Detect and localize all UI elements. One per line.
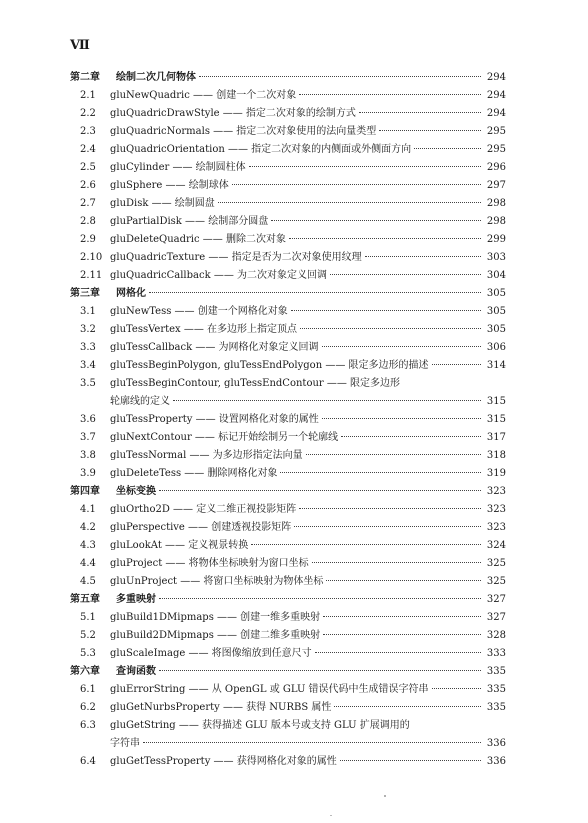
dot-leader — [432, 363, 481, 365]
entry-number: 6.3 — [80, 720, 96, 731]
entry-title: gluNextContour —— 标记开始绘制另一个轮廓线 — [110, 432, 339, 443]
entry-title: gluCylinder —— 绘制圆柱体 — [110, 162, 246, 173]
page-number: Ⅶ — [70, 38, 89, 53]
entry-page: 323 — [486, 486, 506, 497]
entry-number: 第五章 — [70, 594, 100, 605]
toc-entry-row — [70, 537, 506, 555]
entry-title: gluGetTessProperty —— 获得网格化对象的属性 — [110, 756, 337, 767]
toc-chapter-row — [70, 663, 506, 681]
entry-page: 335 — [486, 666, 506, 677]
dot-leader — [323, 633, 481, 635]
scan-speck — [384, 795, 386, 797]
dot-leader — [340, 759, 481, 761]
entry-title: gluNewQuadric —— 创建一个二次对象 — [110, 90, 297, 101]
entry-number: 6.2 — [80, 702, 96, 713]
entry-page: 314 — [486, 360, 506, 371]
dot-leader — [379, 129, 481, 131]
entry-page: 305 — [486, 288, 506, 299]
entry-page: 336 — [486, 756, 506, 767]
entry-title: gluSphere —— 绘制球体 — [110, 180, 229, 191]
toc-chapter-row — [70, 285, 506, 303]
toc-entry-row — [70, 375, 506, 393]
entry-title: gluDeleteTess —— 删除网格化对象 — [110, 468, 278, 479]
scan-speck — [330, 815, 332, 816]
toc-entry-row — [70, 447, 506, 465]
entry-page: 295 — [486, 126, 506, 137]
entry-number: 2.1 — [80, 90, 96, 101]
dot-leader — [414, 147, 481, 149]
entry-number: 5.1 — [80, 612, 96, 623]
dot-leader — [322, 417, 481, 419]
entry-page: 306 — [486, 342, 506, 353]
toc-entry-row — [70, 249, 506, 267]
entry-page: 325 — [486, 576, 506, 587]
toc-chapter-row — [70, 69, 506, 87]
entry-page: 296 — [486, 162, 506, 173]
entry-number: 3.2 — [80, 324, 96, 335]
entry-title: gluTessCallback —— 为网格化对象定义回调 — [110, 342, 319, 353]
toc-entry-row — [70, 105, 506, 123]
dot-leader — [299, 507, 481, 509]
toc-entry-row — [70, 465, 506, 483]
entry-number: 3.4 — [80, 360, 96, 371]
dot-leader — [271, 219, 481, 221]
entry-page: 294 — [486, 108, 506, 119]
entry-number: 第四章 — [70, 486, 100, 497]
entry-page: 297 — [486, 180, 506, 191]
entry-number: 3.7 — [80, 432, 96, 443]
toc-entry-row — [70, 519, 506, 537]
entry-title: 绘制二次几何物体 — [116, 72, 196, 83]
entry-title: gluGetString —— 获得描述 GLU 版本号或支持 GLU 扩展调用的 — [110, 720, 410, 731]
dot-leader — [315, 651, 481, 653]
toc-entry-row — [70, 87, 506, 105]
entry-page: 327 — [486, 594, 506, 605]
entry-number: 第六章 — [70, 666, 100, 677]
dot-leader — [159, 489, 481, 491]
dot-leader — [280, 471, 481, 473]
dot-leader — [173, 399, 481, 401]
entry-title: gluTessVertex —— 在多边形上指定顶点 — [110, 324, 298, 335]
entry-number: 2.2 — [80, 108, 96, 119]
dot-leader — [334, 705, 481, 707]
entry-title: 坐标变换 — [116, 486, 156, 497]
entry-number: 4.5 — [80, 576, 96, 587]
entry-page: 325 — [486, 558, 506, 569]
entry-page: 319 — [486, 468, 506, 479]
entry-number: 2.7 — [80, 198, 96, 209]
entry-title: gluTessBeginContour, gluTessEndContour —— 限定多边形 — [110, 378, 401, 389]
entry-number: 2.6 — [80, 180, 96, 191]
entry-page: 305 — [486, 306, 506, 317]
dot-leader — [291, 309, 481, 311]
toc-entry-row — [70, 357, 506, 375]
entry-title: gluQuadricNormals —— 指定二次对象使用的法向量类型 — [110, 126, 377, 137]
entry-number: 5.3 — [80, 648, 96, 659]
entry-title: gluBuild1DMipmaps —— 创建一维多重映射 — [110, 612, 321, 623]
toc-entry-row — [70, 429, 506, 447]
toc-entry-row — [70, 627, 506, 645]
dot-leader — [403, 382, 503, 383]
entry-page: 318 — [486, 450, 506, 461]
entry-number: 2.10 — [80, 252, 103, 263]
toc-entry-row — [70, 681, 506, 699]
entry-page: 304 — [486, 270, 506, 281]
dot-leader — [159, 597, 481, 599]
entry-title: gluTessNormal —— 为多边形指定法向量 — [110, 450, 303, 461]
entry-number: 第三章 — [70, 288, 100, 299]
entry-number: 2.11 — [80, 270, 103, 281]
entry-number: 4.2 — [80, 522, 96, 533]
dot-leader — [218, 201, 481, 203]
table-of-contents — [70, 69, 506, 771]
entry-title: 查询函数 — [116, 666, 156, 677]
entry-number: 3.5 — [80, 378, 96, 389]
toc-entry-row — [70, 717, 506, 735]
entry-page: 315 — [486, 414, 506, 425]
toc-entry-row — [70, 753, 506, 771]
toc-entry-row — [70, 573, 506, 591]
entry-page: 299 — [486, 234, 506, 245]
dot-leader — [413, 724, 503, 725]
toc-entry-row — [70, 645, 506, 663]
toc-entry-row — [70, 555, 506, 573]
dot-leader — [312, 561, 481, 563]
toc-entry-row — [70, 609, 506, 627]
toc-entry-row — [70, 213, 506, 231]
dot-leader — [199, 75, 481, 77]
entry-number: 5.2 — [80, 630, 96, 641]
entry-title: gluQuadricCallback —— 为二次对象定义回调 — [110, 270, 328, 281]
entry-title: gluTessBeginPolygon, gluTessEndPolygon —— 限定多边形的描述 — [110, 360, 429, 371]
toc-entry-row — [70, 123, 506, 141]
entry-title: 多重映射 — [116, 594, 156, 605]
toc-chapter-row — [70, 591, 506, 609]
entry-page: 328 — [486, 630, 506, 641]
entry-page: 335 — [486, 702, 506, 713]
toc-entry-row — [70, 393, 506, 411]
entry-number: 2.5 — [80, 162, 96, 173]
dot-leader — [149, 291, 481, 293]
dot-leader — [326, 579, 481, 581]
entry-title: gluGetNurbsProperty —— 获得 NURBS 属性 — [110, 702, 332, 713]
toc-entry-row — [70, 339, 506, 357]
entry-page: 298 — [486, 216, 506, 227]
entry-title: gluLookAt —— 定义视景转换 — [110, 540, 249, 551]
toc-entry-row — [70, 699, 506, 717]
entry-number: 3.8 — [80, 450, 96, 461]
entry-page: 323 — [486, 504, 506, 515]
toc-entry-row — [70, 267, 506, 285]
entry-page: 335 — [486, 684, 506, 695]
entry-title: gluScaleImage —— 将图像缩放到任意尺寸 — [110, 648, 312, 659]
toc-entry-row — [70, 177, 506, 195]
entry-number: 4.1 — [80, 504, 96, 515]
dot-leader — [159, 669, 481, 671]
entry-number: 4.3 — [80, 540, 96, 551]
entry-title: gluBuild2DMipmaps —— 创建二维多重映射 — [110, 630, 321, 641]
entry-title: gluDeleteQuadric —— 删除二次对象 — [110, 234, 286, 245]
toc-entry-row — [70, 321, 506, 339]
entry-page: 298 — [486, 198, 506, 209]
entry-title: gluOrtho2D —— 定义二维正视投影矩阵 — [110, 504, 297, 515]
dot-leader — [359, 111, 481, 113]
dot-leader — [322, 345, 481, 347]
entry-number: 6.1 — [80, 684, 96, 695]
dot-leader — [365, 255, 481, 257]
toc-entry-row — [70, 411, 506, 429]
entry-title: gluPartialDisk —— 绘制部分圆盘 — [110, 216, 269, 227]
entry-number: 2.8 — [80, 216, 96, 227]
toc-entry-row — [70, 231, 506, 249]
dot-leader — [232, 183, 481, 185]
entry-title: gluUnProject —— 将窗口坐标映射为物体坐标 — [110, 576, 324, 587]
toc-entry-row — [70, 141, 506, 159]
entry-title: gluProject —— 将物体坐标映射为窗口坐标 — [110, 558, 309, 569]
entry-page: 323 — [486, 522, 506, 533]
dot-leader — [249, 165, 481, 167]
entry-title: gluQuadricTexture —— 指定是否为二次对象使用纹理 — [110, 252, 362, 263]
entry-title: 轮廓线的定义 — [110, 396, 170, 407]
entry-number: 3.1 — [80, 306, 96, 317]
toc-entry-row — [70, 195, 506, 213]
entry-title: gluPerspective —— 创建透视投影矩阵 — [110, 522, 292, 533]
entry-number: 2.9 — [80, 234, 96, 245]
entry-page: 327 — [486, 612, 506, 623]
entry-number: 4.4 — [80, 558, 96, 569]
entry-page: 295 — [486, 144, 506, 155]
dot-leader — [299, 93, 481, 95]
entry-title: gluNewTess —— 创建一个网格化对象 — [110, 306, 288, 317]
dot-leader — [306, 453, 481, 455]
entry-title: gluTessProperty —— 设置网格化对象的属性 — [110, 414, 319, 425]
dot-leader — [143, 741, 481, 743]
entry-page: 294 — [486, 72, 506, 83]
dot-leader — [330, 273, 481, 275]
dot-leader — [289, 237, 481, 239]
toc-entry-row — [70, 501, 506, 519]
entry-page: 324 — [486, 540, 506, 551]
entry-page: 303 — [486, 252, 506, 263]
dot-leader — [341, 435, 481, 437]
dot-leader — [251, 543, 481, 545]
dot-leader — [300, 327, 481, 329]
dot-leader — [294, 525, 481, 527]
entry-page: 336 — [486, 738, 506, 749]
toc-entry-row — [70, 159, 506, 177]
dot-leader — [323, 615, 481, 617]
entry-number: 第二章 — [70, 72, 100, 83]
entry-title: gluDisk —— 绘制圆盘 — [110, 198, 215, 209]
entry-page: 317 — [486, 432, 506, 443]
toc-entry-row — [70, 735, 506, 753]
entry-title: gluQuadricDrawStyle —— 指定二次对象的绘制方式 — [110, 108, 356, 119]
entry-number: 3.3 — [80, 342, 96, 353]
entry-page: 294 — [486, 90, 506, 101]
entry-title: gluQuadricOrientation —— 指定二次对象的内侧面或外侧面方向 — [110, 144, 412, 155]
entry-page: 333 — [486, 648, 506, 659]
entry-title: 字符串 — [110, 738, 140, 749]
toc-entry-row — [70, 303, 506, 321]
dot-leader — [432, 687, 481, 689]
entry-title: gluErrorString —— 从 OpenGL 或 GLU 错误代码中生成错误字符串 — [110, 684, 429, 695]
toc-chapter-row — [70, 483, 506, 501]
entry-number: 2.4 — [80, 144, 96, 155]
entry-number: 3.9 — [80, 468, 96, 479]
entry-number: 3.6 — [80, 414, 96, 425]
entry-number: 6.4 — [80, 756, 96, 767]
entry-number: 2.3 — [80, 126, 96, 137]
entry-title: 网格化 — [116, 288, 146, 299]
entry-page: 315 — [486, 396, 506, 407]
entry-page: 305 — [486, 324, 506, 335]
